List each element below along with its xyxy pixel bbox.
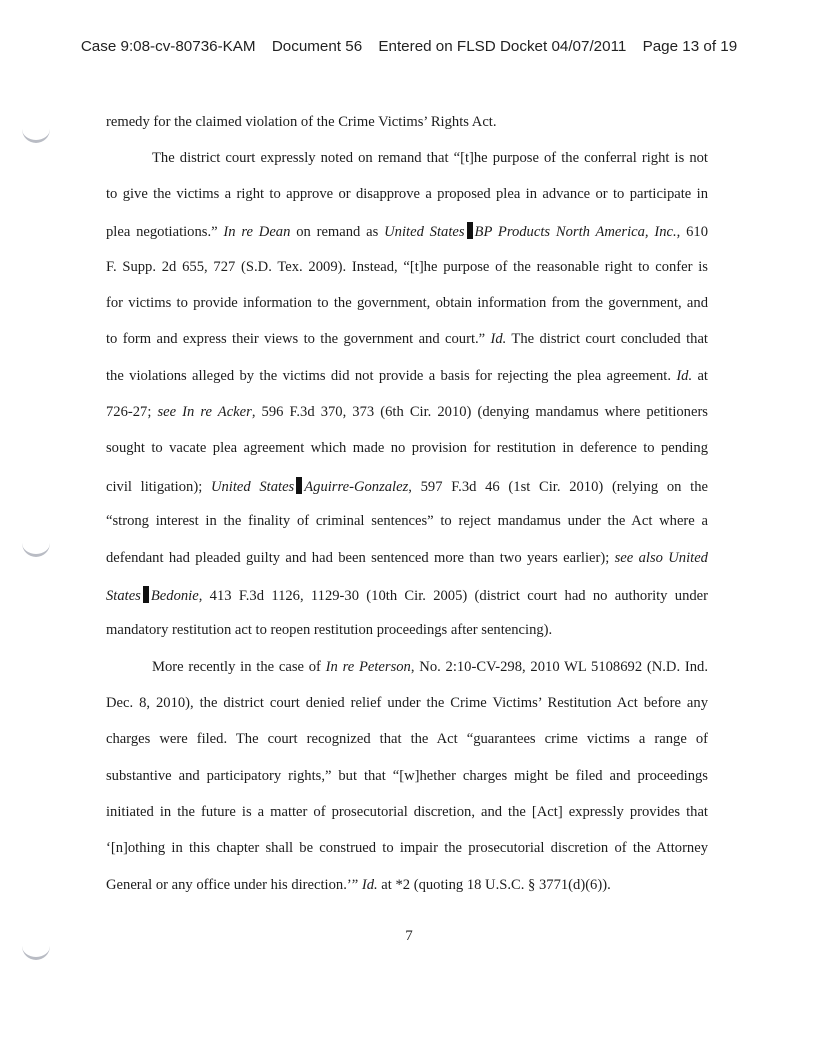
italic-citation: States: [106, 588, 141, 604]
punch-hole-middle: [22, 532, 50, 557]
italic-citation: Aguirre-Gonzalez: [304, 479, 409, 495]
text-line: [106, 586, 708, 605]
page-indicator: Page 13 of 19: [642, 38, 738, 55]
document-number: Document 56: [271, 38, 363, 55]
italic-citation: In re Dean: [223, 224, 291, 240]
text-segment: substantive and participatory rights,” but that “[w]hether charges might be filed and proceedings: [106, 768, 708, 784]
italic-citation: BP Products North America, Inc.: [474, 224, 677, 240]
text-segment: to give the victims a right to approve or disapprove a proposed plea in advance or to participate in: [106, 186, 708, 202]
text-segment: More recently in the case of: [152, 659, 326, 675]
text-segment: defendant had pleaded guilty and had been sentenced more than two years earlier);: [106, 550, 615, 566]
text-segment: , No. 2:10-CV-298, 2010 WL 5108692 (N.D. Ind.: [410, 659, 708, 675]
italic-citation: Id.: [361, 877, 378, 893]
text-line: [106, 840, 708, 857]
text-segment: , 597 F.3d 46 (1st Cir. 2010) (relying on the: [408, 479, 708, 495]
text-line: [106, 513, 708, 530]
text-segment: “strong interest in the finality of criminal sentences” to reject mandamus under the Act where a: [106, 513, 708, 529]
text-segment: , 413 F.3d 1126, 1129-30 (10th Cir. 2005) (district court had no authority under: [198, 588, 708, 604]
text-line: [106, 804, 708, 821]
docket-entry: Entered on FLSD Docket 04/07/2011: [378, 38, 627, 55]
text-segment: plea negotiations.”: [106, 224, 224, 240]
text-line: [106, 440, 708, 457]
case-number: Case 9:08-cv-80736-KAM: [80, 38, 256, 55]
text-line: [106, 877, 611, 894]
text-line: [106, 186, 708, 203]
text-segment: mandatory restitution act to reopen restitution proceedings after sentencing).: [106, 622, 553, 638]
text-segment: the violations alleged by the victims did not provide a basis for rejecting the plea agreement.: [106, 368, 677, 384]
text-segment: to form and express their views to the government and court.”: [106, 331, 491, 347]
text-segment: The district court concluded that: [506, 331, 708, 347]
italic-citation: Bedonie: [150, 588, 199, 604]
text-line: [152, 659, 708, 676]
punch-hole-top: [22, 118, 50, 143]
text-segment: at *2 (quoting 18 U.S.C. § 3771(d)(6)).: [377, 877, 611, 893]
text-line: [106, 404, 708, 421]
italic-citation: Id.: [490, 331, 507, 347]
text-segment: initiated in the future is a matter of prosecutorial discretion, and the [Act] expressly provides that: [106, 804, 708, 820]
text-segment: The district court expressly noted on remand that “[t]he purpose of the conferral right is not: [152, 150, 708, 166]
redaction-mark: [467, 222, 473, 239]
redaction-mark: [143, 586, 149, 603]
text-segment: sought to vacate plea agreement which made no provision for restitution in deference to pending: [106, 440, 708, 456]
text-line: [106, 331, 708, 348]
text-line: [106, 259, 708, 276]
text-line: [106, 114, 497, 131]
text-segment: , 596 F.3d 370, 373 (6th Cir. 2010) (denying mandamus where petitioners: [251, 404, 708, 420]
text-line: [106, 368, 708, 385]
text-line: [152, 150, 708, 167]
text-segment: Dec. 8, 2010), the district court denied relief under the Crime Victims’ Restitution Act before any: [106, 695, 708, 711]
italic-citation: see In re Acker: [157, 404, 252, 420]
italic-citation: United States: [210, 479, 295, 495]
text-line: [106, 768, 708, 785]
text-line: [106, 731, 708, 748]
text-line: [106, 222, 708, 241]
text-line: [106, 477, 708, 496]
text-segment: civil litigation);: [106, 479, 211, 495]
text-segment: for victims to provide information to the government, obtain information from the government, and: [106, 295, 708, 311]
text-segment: 726-27;: [106, 404, 158, 420]
text-segment: F. Supp. 2d 655, 727 (S.D. Tex. 2009). Instead, “[t]he purpose of the reasonable right to confer is: [106, 259, 708, 275]
text-line: [106, 695, 708, 712]
text-segment: General or any office under his direction.’”: [106, 877, 362, 893]
docket-header: [0, 38, 818, 55]
text-segment: charges were filed. The court recognized that the Act “guarantees crime victims a range of: [106, 731, 708, 747]
italic-citation: see also United: [614, 550, 708, 566]
text-line: [106, 622, 552, 639]
italic-citation: United States: [384, 224, 465, 240]
text-segment: at: [692, 368, 708, 384]
text-segment: remedy for the claimed violation of the Crime Victims’ Rights Act.: [106, 114, 497, 130]
text-line: [106, 550, 708, 567]
text-segment: ‘[n]othing in this chapter shall be construed to impair the prosecutorial discretion of the Attorney: [106, 840, 708, 856]
text-segment: on remand as: [290, 224, 385, 240]
redaction-mark: [296, 477, 302, 494]
italic-citation: Id.: [676, 368, 693, 384]
italic-citation: In re Peterson: [325, 659, 411, 675]
page-number: 7: [405, 928, 413, 944]
text-segment: , 610: [676, 224, 709, 240]
text-line: [106, 295, 708, 312]
